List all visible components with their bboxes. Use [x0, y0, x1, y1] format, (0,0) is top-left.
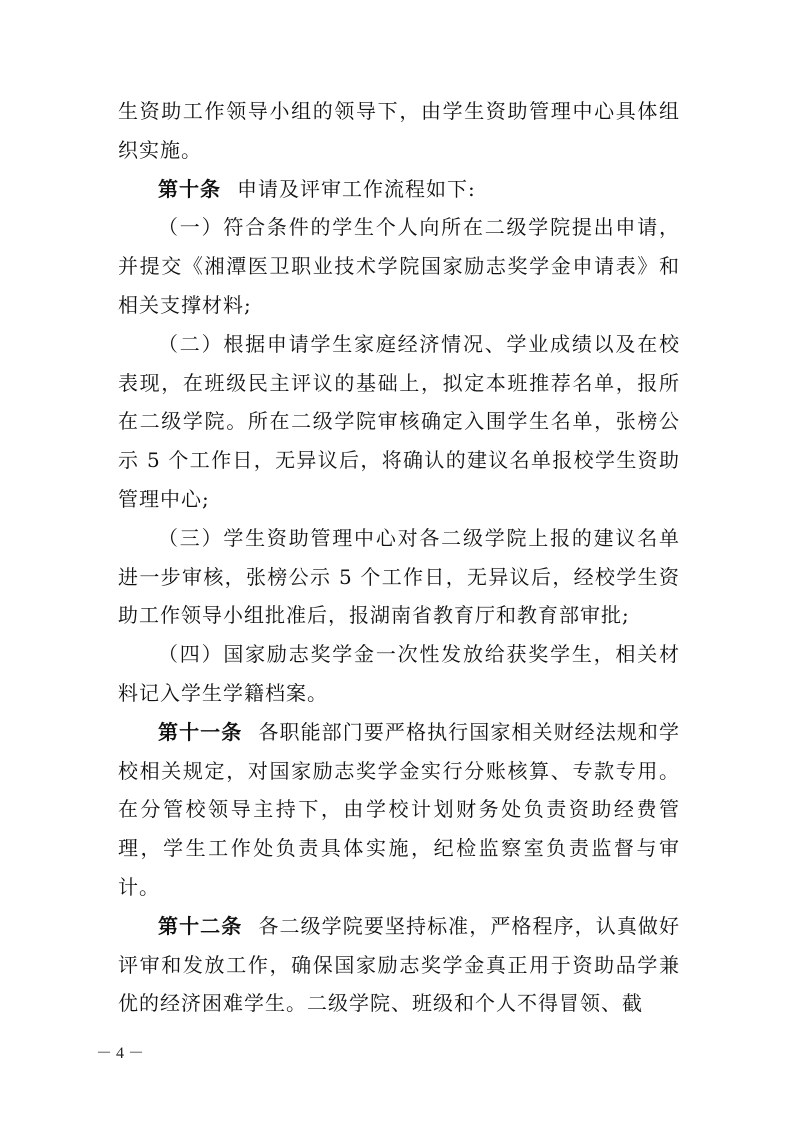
list-item-1: （一）符合条件的学生个人向所在二级学院提出申请，并提交《湘潭医卫职业技术学院国家励志奖学金申请表》和相关支撑材料;: [118, 215, 680, 317]
article-10-title: 第十条: [158, 176, 221, 201]
article-12-text: 各二级学院要坚持标准，严格程序，认真做好评审和发放工作，确保国家励志奖学金真正用于资助品学兼优的经济困难学生。二级学院、班级和个人不得冒领、截: [118, 913, 681, 1016]
article-10-paragraph: [118, 170, 680, 209]
article-12-paragraph: [118, 907, 680, 1023]
article-10-text: 申请及评审工作流程如下:: [237, 176, 476, 201]
list-item-2: （二）根据申请学生家庭经济情况、学业成绩以及在校表现，在班级民主评议的基础上，拟定本班推荐名单，报所在二级学院。所在二级学院审核确定入围学生名单，张榜公示 5 个工作日，无异议后，将确认的建议名单报校学生资助管理中心;: [118, 331, 680, 511]
article-11-text: 各职能部门要严格执行国家相关财经法规和学校相关规定，对国家励志奖学金实行分账核算、专款专用。在分管校领导主持下，由学校计划财务处负责资助经费管理，学生工作处负责具体实施，纪检监察室负责监督与审计。: [118, 719, 681, 899]
list-item-4: （四）国家励志奖学金一次性发放给获奖学生，相关材料记入学生学籍档案。: [118, 642, 680, 705]
list-item-3: （三）学生资助管理中心对各二级学院上报的建议名单进一步审核，张榜公示 5 个工作日，无异议后，经校学生资助工作领导小组批准后，报湖南省教育厅和教育部审批;: [118, 525, 680, 628]
article-11-title: 第十一条: [158, 719, 243, 744]
paragraph-continuation: 生资助工作领导小组的领导下，由学生资助管理中心具体组织实施。: [118, 99, 680, 162]
document-body: [118, 92, 680, 1023]
article-11-paragraph: [118, 713, 680, 907]
article-12-title: 第十二条: [158, 913, 243, 938]
page-number: － 4 －: [95, 1045, 144, 1062]
